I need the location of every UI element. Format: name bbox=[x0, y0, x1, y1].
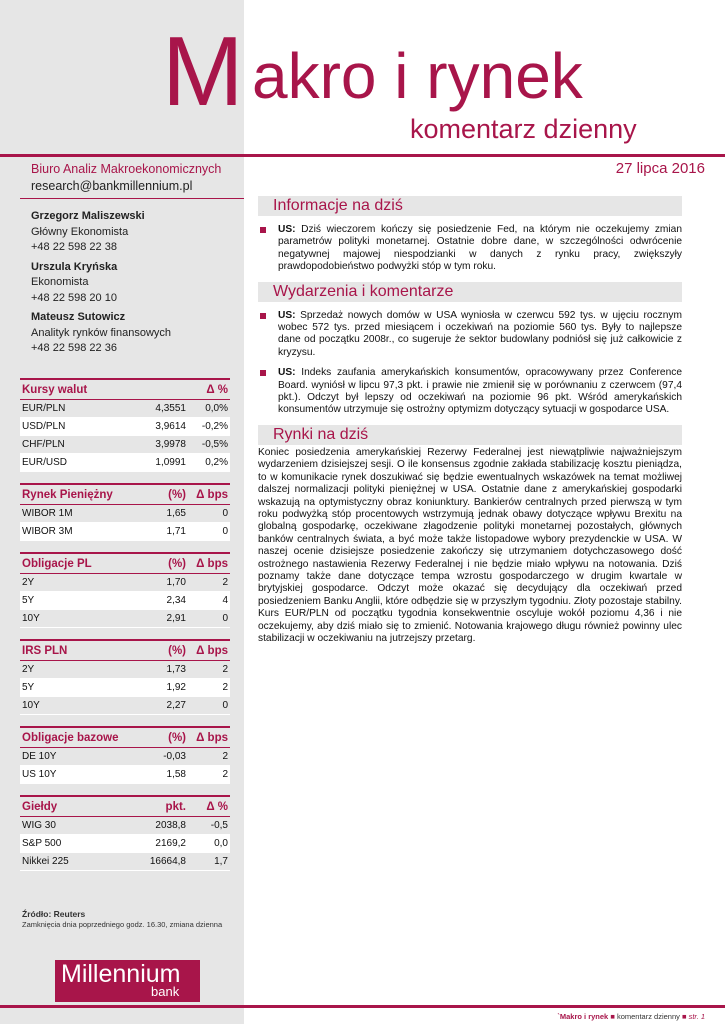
table-col2: (%) bbox=[168, 644, 186, 657]
table-header bbox=[20, 483, 230, 505]
sidebar-rule bbox=[20, 198, 244, 199]
section-title-markets: Rynki na dziś bbox=[258, 425, 682, 445]
cell: 16664,8 bbox=[149, 856, 186, 867]
cell: WIBOR 3M bbox=[22, 526, 73, 537]
table-header bbox=[20, 552, 230, 574]
table-header bbox=[20, 726, 230, 748]
cell: 1,0991 bbox=[155, 457, 186, 468]
analyst-phone: +48 22 598 22 38 bbox=[31, 241, 117, 253]
cell: 3,9978 bbox=[155, 439, 186, 450]
cell: 2 bbox=[222, 664, 228, 675]
cell: -0,2% bbox=[201, 421, 228, 432]
cell: CHF/PLN bbox=[22, 439, 65, 450]
table-title: Kursy walut bbox=[22, 383, 88, 396]
table-header bbox=[20, 639, 230, 661]
table-title: Obligacje bazowe bbox=[22, 731, 119, 744]
analyst bbox=[31, 310, 171, 357]
analyst-name: Grzegorz Maliszewski bbox=[31, 210, 145, 222]
table-row bbox=[20, 697, 230, 715]
bullet-item bbox=[258, 310, 682, 360]
table-header bbox=[20, 378, 230, 400]
section-title-events: Wydarzenia i komentarze bbox=[258, 282, 682, 302]
cell: 1,65 bbox=[166, 508, 186, 519]
markets-paragraph: Koniec posiedzenia amerykańskiej Rezerwy Federalnej jest niewątpliwie najważniejszym wydarzeniem dzisiejszej sesji. O ile konsensus zgodnie zakłada stabilizację kosztu pieniądza, to w komunikacie rynek doszukiwać się będzie ewentualnych wskazówek na temat możliwej dalszej normalizacji polityki pieniężnej w USA. Ostatnie dane z amerykańskiej gospodarki wskazują na optymistyczny obraz koniunktury. Bankierów centralnych przed pierwszą w tym roku podwyżką stóp procentowych wstrzymują jednak obawy dotyczące wpływu Brexitu na globalną gospodarkę, oczekiwane złagodzenie polityki monetarnej pozostałych, głównych banków centralnych świata, a być może także listopadowe wybory prezydenckie w USA. W naszej ocenie dzisiejsze posiedzenie zakończy się utrzymaniem dotychczasowego dość ostrożnego nastawienia Rezerwy Federalnej i nie będzie miało wpływu na notowania. Dziś poznamy także dane dotyczące tempa wzrostu gospodarczego w drugim kwartale w brytyjskiej gospodarce. Odczyt może okazać się decydujący dla oczekiwań przed posiedzeniem Banku Anglii, które odbędzie się w przyszłym tygodniu. Złoty pozostaje stabilny. Kurs EUR/PLN od początku tygodnia konsekwentnie oscyluje wokół poziomu 4,36 i nie oczekujemy, aby dziś miało się to zmienić. Notowania krajowego długu również powinny ulec stabilizacji w oczekiwaniu na jutrzejszy przetarg. bbox=[258, 446, 682, 644]
department: Biuro Analiz Makroekonomicznych bbox=[31, 162, 222, 176]
table-row bbox=[20, 766, 230, 784]
bullet-text bbox=[278, 367, 682, 417]
table-row bbox=[20, 436, 230, 454]
cell: 2Y bbox=[22, 664, 35, 675]
cell: 1,71 bbox=[166, 526, 186, 537]
cell: 0 bbox=[222, 613, 228, 624]
table-col2: (%) bbox=[168, 488, 186, 501]
cell: 2 bbox=[222, 577, 228, 588]
cell: 1,70 bbox=[166, 577, 186, 588]
analyst-role: Ekonomista bbox=[31, 276, 89, 288]
analyst-phone: +48 22 598 20 10 bbox=[31, 291, 117, 304]
logo-title: akro i rynek bbox=[252, 40, 583, 112]
bullet-text bbox=[278, 224, 682, 274]
table-row bbox=[20, 661, 230, 679]
bullet-item bbox=[258, 224, 682, 274]
cell: -0,03 bbox=[163, 751, 186, 762]
bullet-square-icon bbox=[260, 313, 266, 319]
table-row bbox=[20, 853, 230, 871]
footer-title: `Makro i rynek bbox=[557, 1012, 609, 1021]
bullet-text bbox=[278, 310, 682, 360]
table-col3: Δ % bbox=[206, 800, 228, 813]
table-col2: pkt. bbox=[165, 800, 186, 813]
cell: 4 bbox=[222, 595, 228, 606]
bullet-tag: US: bbox=[278, 367, 296, 379]
source-note: Zamknięcia dnia poprzedniego godz. 16.30, zmiana dzienna bbox=[22, 920, 223, 929]
table-col3: Δ bps bbox=[196, 644, 228, 657]
cell: 2,34 bbox=[166, 595, 186, 606]
cell: -0,5% bbox=[201, 439, 228, 450]
header-rule bbox=[0, 154, 725, 157]
main-content bbox=[258, 196, 682, 645]
cell: 2169,2 bbox=[155, 838, 186, 849]
cell: Nikkei 225 bbox=[22, 856, 69, 867]
table-row bbox=[20, 679, 230, 697]
section-title-info: Informacje na dziś bbox=[258, 196, 682, 216]
table-row bbox=[20, 835, 230, 853]
millennium-logo-bank: bank bbox=[151, 984, 180, 999]
cell: 0,0% bbox=[205, 403, 228, 414]
cell: WIBOR 1M bbox=[22, 508, 73, 519]
cell: 10Y bbox=[22, 613, 40, 624]
table-money-market bbox=[20, 483, 230, 541]
cell: USD/PLN bbox=[22, 421, 66, 432]
cell: 3,9614 bbox=[155, 421, 186, 432]
report-date: 27 lipca 2016 bbox=[615, 160, 705, 177]
table-col3: Δ bps bbox=[196, 731, 228, 744]
cell: 0 bbox=[222, 526, 228, 537]
table-stock-exchanges bbox=[20, 795, 230, 871]
cell: 2 bbox=[222, 751, 228, 762]
cell: 2Y bbox=[22, 577, 35, 588]
cell: 2,91 bbox=[166, 613, 186, 624]
cell: 5Y bbox=[22, 595, 35, 606]
table-row bbox=[20, 592, 230, 610]
table-row bbox=[20, 454, 230, 472]
cell: 4,3551 bbox=[155, 403, 186, 414]
cell: 0 bbox=[222, 700, 228, 711]
analyst-name: Urszula Kryńska bbox=[31, 260, 118, 273]
table-title: Rynek Pieniężny bbox=[22, 488, 113, 501]
table-fx bbox=[20, 378, 230, 472]
analyst bbox=[31, 209, 171, 256]
footer-page: str. 1 bbox=[688, 1012, 705, 1021]
bullet-item bbox=[258, 367, 682, 417]
table-row bbox=[20, 817, 230, 835]
cell: 1,73 bbox=[166, 664, 186, 675]
bullet-body: Dziś wieczorem kończy się posiedzenie Fed, na którym nie oczekujemy zmian parametrów polityki monetarnej. Ostatnie dobre dane, w szczególności odwrócenie negatywnej majowej niespodzianki w danych z rynku pracy, zwiększyły prawdopodobieństwo podwyżki stóp w tym roku. bbox=[278, 224, 682, 273]
cell: 5Y bbox=[22, 682, 35, 693]
table-core-bonds bbox=[20, 726, 230, 784]
contact-email[interactable]: research@bankmillennium.pl bbox=[31, 179, 193, 193]
table-col2: (%) bbox=[168, 557, 186, 570]
cell: 2038,8 bbox=[155, 820, 186, 831]
cell: 2,27 bbox=[166, 700, 186, 711]
cell: WIG 30 bbox=[22, 820, 56, 831]
table-header bbox=[20, 795, 230, 817]
cell: 1,92 bbox=[166, 682, 186, 693]
table-col2: (%) bbox=[168, 731, 186, 744]
bullet-body: Sprzedaż nowych domów w USA wyniosła w czerwcu 592 tys. w ujęciu rocznym wobec 572 tys. przed miesiącem i oczekiwań na poziomie 560 tys. Były to najlepsze dane od początku 2008r., co sugeruje że sektor budowlany podniósł się już całkowicie z kryzysu. bbox=[278, 309, 682, 358]
table-bonds-pl bbox=[20, 552, 230, 628]
table-row bbox=[20, 574, 230, 592]
cell: S&P 500 bbox=[22, 838, 62, 849]
cell: EUR/PLN bbox=[22, 403, 66, 414]
analyst-role: Analityk rynków finansowych bbox=[31, 326, 172, 339]
cell: -0,5 bbox=[210, 820, 228, 831]
table-row bbox=[20, 748, 230, 766]
bullet-square-icon bbox=[260, 370, 266, 376]
cell: 1,58 bbox=[166, 769, 186, 780]
analyst-name: Mateusz Sutowicz bbox=[31, 311, 126, 323]
bullet-tag: US: bbox=[278, 224, 296, 235]
bullet-body: Indeks zaufania amerykańskich konsumentów, opracowywany przez Conference Board. wyniósł w lipcu 97,3 pkt. i prawie nie zmienił się w porównaniu z czerwcem (97,4 pkt.). Odczyt był lepszy od oczekiwań na poziomie 96 pkt. Wśród amerykańskich konsumentów utrzymuje się ostrożny optymizm dotyczący sytuacji w gospodarce USA. bbox=[278, 367, 682, 416]
cell: US 10Y bbox=[22, 769, 57, 780]
cell: 2 bbox=[222, 769, 228, 780]
analyst-list bbox=[31, 209, 171, 361]
market-tables bbox=[20, 378, 230, 882]
analyst-role: Główny Ekonomista bbox=[31, 225, 129, 238]
cell: 2 bbox=[222, 682, 228, 693]
cell: 0 bbox=[222, 508, 228, 519]
table-row bbox=[20, 418, 230, 436]
cell: DE 10Y bbox=[22, 751, 57, 762]
logo-initial: M bbox=[162, 16, 244, 126]
bullet-square-icon bbox=[260, 227, 266, 233]
table-row bbox=[20, 400, 230, 418]
table-row bbox=[20, 505, 230, 523]
table-col3: Δ bps bbox=[196, 488, 228, 501]
table-title: Giełdy bbox=[22, 800, 58, 813]
table-irs-pln bbox=[20, 639, 230, 715]
table-row bbox=[20, 610, 230, 628]
table-row bbox=[20, 523, 230, 541]
table-col3: Δ bps bbox=[196, 557, 228, 570]
logo-subtitle: komentarz dzienny bbox=[410, 114, 637, 144]
cell: 0,2% bbox=[205, 457, 228, 468]
page-footer: `Makro i rynek ■ komentarz dzienny ■ str. 1 bbox=[557, 1012, 705, 1021]
cell: EUR/USD bbox=[22, 457, 68, 468]
cell: 0,0 bbox=[214, 838, 228, 849]
source-label: Źródło: Reuters bbox=[22, 909, 86, 919]
analyst bbox=[31, 260, 171, 307]
cell: 1,7 bbox=[214, 856, 228, 867]
table-title: Obligacje PL bbox=[22, 557, 92, 570]
table-title: IRS PLN bbox=[22, 644, 68, 657]
cell: 10Y bbox=[22, 700, 40, 711]
millennium-logo-name: Millennium bbox=[61, 960, 181, 988]
footer-subtitle: komentarz dzienny bbox=[616, 1012, 680, 1021]
footer-rule bbox=[0, 1005, 725, 1008]
table-col3: Δ % bbox=[206, 383, 228, 396]
bullet-tag: US: bbox=[278, 309, 296, 321]
analyst-phone: +48 22 598 22 36 bbox=[31, 342, 117, 354]
